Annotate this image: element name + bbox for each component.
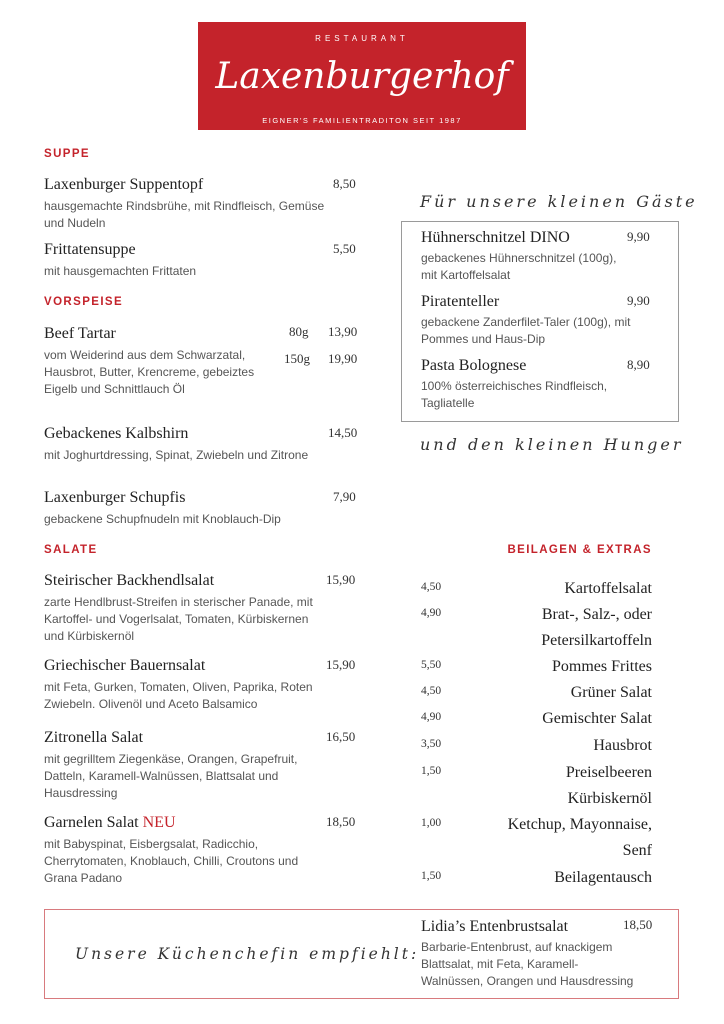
item-desc: und Nudeln — [44, 216, 106, 230]
restaurant-logo — [198, 22, 526, 130]
kids-item-desc: gebackenes Hühnerschnitzel (100g), — [421, 251, 617, 265]
kids-item-desc: mit Kartoffelsalat — [421, 268, 511, 282]
item-price: 13,90 — [328, 324, 358, 339]
item-desc: mit hausgemachten Frittaten — [44, 264, 197, 278]
item-name: Zitronella Salat — [44, 729, 144, 746]
item-desc: mit Joghurtdressing, Spinat, Zwiebeln und Zitrone — [44, 448, 309, 462]
item-price: 5,50 — [333, 241, 356, 256]
kids-item-price: 9,90 — [627, 293, 650, 308]
item-desc: Datteln, Karamell-Walnüssen, Blattsalat und — [44, 769, 279, 783]
side-price: 4,50 — [421, 685, 442, 697]
item-name: Steirischer Backhendlsalat — [44, 572, 215, 589]
side-name: Senf — [622, 842, 652, 859]
kids-item-desc: Tagliatelle — [421, 396, 475, 410]
side-name: Beilagentausch — [554, 869, 652, 886]
item-price: 8,50 — [333, 176, 356, 191]
item-name: Laxenburger Schupfis — [44, 489, 186, 506]
item-desc: gebackene Schupfnudeln mit Knoblauch-Dip — [44, 512, 281, 526]
recommendation-price: 18,50 — [623, 917, 653, 932]
item-name: Gebackenes Kalbshirn — [44, 425, 189, 442]
side-name: Gemischter Salat — [542, 710, 652, 727]
kids-item-name: Piratenteller — [421, 293, 500, 310]
item-price: 7,90 — [333, 489, 356, 504]
side-name: Ketchup, Mayonnaise, — [507, 816, 652, 833]
section-title-salate: SALATE — [44, 544, 98, 556]
side-price: 4,90 — [421, 711, 442, 723]
item-desc: mit gegrilltem Ziegenkäse, Orangen, Grapefruit, — [44, 752, 298, 766]
kids-item-desc: 100% österreichisches Rindfleisch, — [421, 379, 608, 393]
item-price: 18,50 — [326, 814, 356, 829]
side-name: Hausbrot — [593, 737, 652, 754]
item-name: Laxenburger Suppentopf — [44, 176, 204, 193]
item-price: 15,90 — [326, 657, 356, 672]
kids-item-price: 8,90 — [627, 357, 650, 372]
item-size: 80g — [289, 324, 309, 339]
kids-footer: und den kleinen Hunger — [420, 435, 684, 454]
item-desc: und Kürbiskernöl — [44, 629, 135, 643]
section-title-vorspeise: VORSPEISE — [44, 296, 124, 308]
kids-item-name: Hühnerschnitzel DINO — [421, 229, 570, 246]
side-name: Brat-, Salz-, oder — [541, 606, 652, 623]
item-name: Beef Tartar — [44, 325, 116, 342]
side-price: 1,50 — [421, 870, 442, 882]
item-desc: mit Feta, Gurken, Tomaten, Oliven, Paprika, Roten — [44, 680, 313, 694]
side-price: 1,50 — [421, 765, 442, 777]
item-name: Griechischer Bauernsalat — [44, 657, 206, 674]
side-name: Pommes Frittes — [551, 658, 652, 675]
kids-item-desc: gebackene Zanderfilet-Taler (100g), mit — [421, 315, 631, 329]
item-desc: vom Weiderind aus dem Schwarzatal, — [44, 348, 246, 362]
item-desc: hausgemachte Rindsbrühe, mit Rindfleisch, Gemüse — [44, 199, 325, 213]
recommendation-desc: Walnüssen, Orangen und Hausdressing — [421, 974, 634, 988]
recommendation-name: Lidia’s Entenbrustsalat — [421, 918, 569, 935]
item-name: Frittatensuppe — [44, 241, 136, 258]
side-name: Grüner Salat — [570, 684, 652, 701]
kids-item-name: Pasta Bolognese — [421, 357, 527, 374]
kids-item-desc: Pommes und Haus-Dip — [421, 332, 546, 346]
item-desc: zarte Hendlbrust-Streifen in sterischer Panade, mit — [44, 595, 313, 609]
item-desc: Hausbrot, Butter, Krencreme, gebeiztes — [44, 365, 255, 379]
item-name-row — [44, 814, 176, 832]
logo-name: Laxenburgerhof — [215, 56, 509, 97]
item-desc: Grana Padano — [44, 871, 123, 885]
side-price: 3,50 — [421, 738, 442, 750]
side-price: 1,00 — [421, 817, 442, 829]
item-desc: Hausdressing — [44, 786, 118, 800]
item-price: 19,90 — [328, 351, 358, 366]
recommendation-desc: Blattsalat, mit Feta, Karamell- — [421, 957, 579, 971]
section-title-beilagen: BEILAGEN & EXTRAS — [507, 544, 652, 556]
side-price: 4,90 — [421, 607, 442, 619]
item-desc: mit Babyspinat, Eisbergsalat, Radicchio, — [44, 837, 259, 851]
logo-pre: RESTAURANT — [315, 34, 409, 43]
side-name: Petersilkartoffeln — [541, 632, 652, 649]
kids-heading: Für unsere kleinen Gäste — [420, 192, 698, 211]
side-name: Kartoffelsalat — [564, 580, 652, 597]
side-name: Kürbiskernöl — [567, 790, 652, 807]
item-price: 14,50 — [328, 425, 358, 440]
kids-item-price: 9,90 — [627, 229, 650, 244]
item-size: 150g — [284, 351, 310, 366]
item-desc: Kartoffel- und Vogerlsalat, Tomaten, Kürbiskernen — [44, 612, 309, 626]
item-desc: Cherrytomaten, Knoblauch, Chilli, Croutons und — [44, 854, 299, 868]
item-desc: Zwiebeln. Olivenöl und Aceto Balsamico — [44, 697, 258, 711]
logo-tagline: EIGNER'S FAMILIENTRADITON SEIT 1987 — [262, 116, 462, 125]
side-price: 4,50 — [421, 581, 442, 593]
item-desc: Eigelb und Schnittlauch Öl — [44, 382, 185, 396]
section-title-suppe: SUPPE — [44, 148, 90, 160]
item-price: 15,90 — [326, 572, 356, 587]
side-name: Preiselbeeren — [565, 764, 652, 781]
recommendation-label: Unsere Küchenchefin empfiehlt: — [75, 945, 420, 963]
side-price: 5,50 — [421, 659, 442, 671]
new-badge: NEU — [142, 814, 176, 831]
item-name: Garnelen Salat — [44, 814, 139, 831]
recommendation-desc: Barbarie-Entenbrust, auf knackigem — [421, 940, 613, 954]
item-price: 16,50 — [326, 729, 356, 744]
